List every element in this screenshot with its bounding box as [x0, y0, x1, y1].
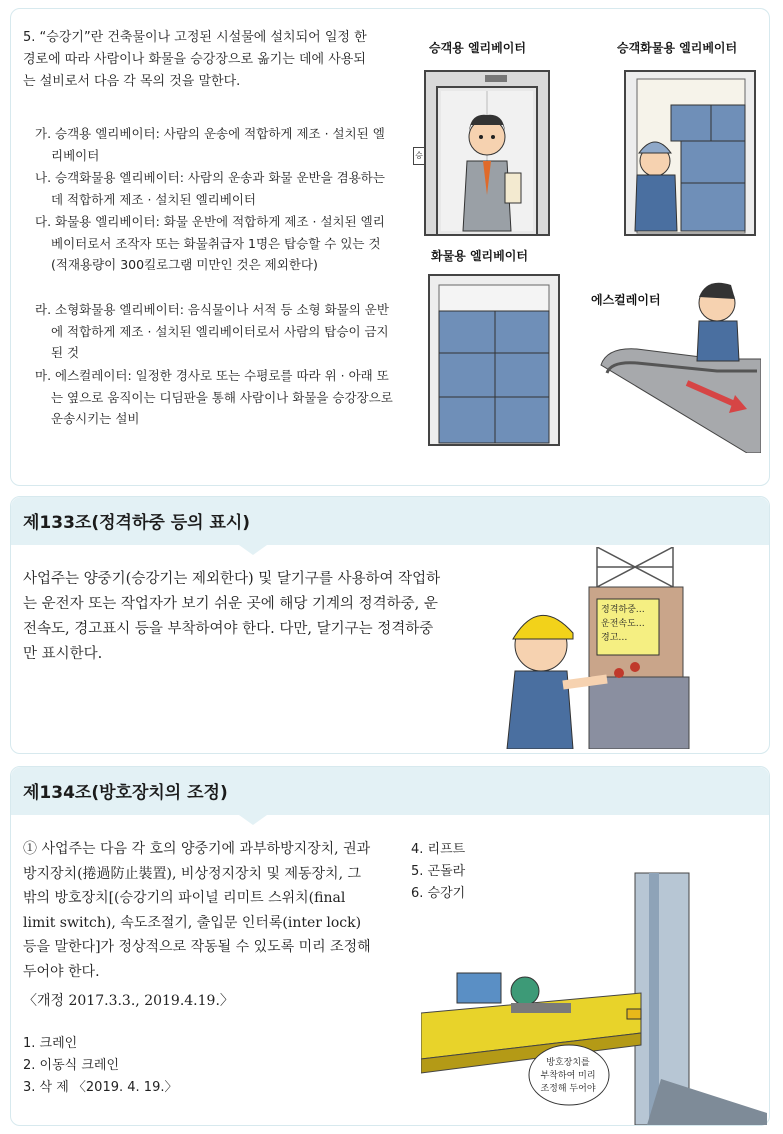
header-pointer — [239, 815, 267, 825]
door-sign: 승 — [413, 147, 425, 165]
label-passenger-freight-elevator: 승객화물용 엘리베이터 — [617, 41, 738, 55]
label-escalator: 에스컬레이터 — [591, 293, 661, 307]
article-133-card — [10, 496, 770, 754]
list-item: 2. 이동식 크레인 — [23, 1058, 120, 1073]
article-134-title: 제134조(방호장치의 조정) — [23, 783, 228, 803]
article-133-header — [11, 497, 769, 545]
bubble-line: 조정해 두어야 — [540, 1084, 596, 1094]
item-freight: 다. 화물용 엘리베이터: 화물 운반에 적합하게 제조 · 설치된 엘리베이터로서 조작자 또는 화물취급자 1명은 탑승할 수 있는 것(적재용량이 300킬로그램 미만인 것은 제외한다) — [35, 214, 385, 272]
header-pointer — [239, 545, 267, 555]
elevator-definition-card — [10, 8, 770, 486]
escalator-illustration — [597, 263, 761, 453]
passenger-elevator-illustration — [411, 65, 561, 241]
worker-control-panel-illustration — [503, 547, 693, 749]
list-item: 3. 삭 제 〈2019. 4. 19.〉 — [23, 1080, 178, 1095]
list-item: 1. 크레인 — [23, 1036, 78, 1051]
item-small-freight: 라. 소형화물용 엘리베이터: 음식물이나 서적 등 소형 화물의 운반에 적합하게 제조 · 설치된 엘리베이터로서 사람의 탑승이 금지된 것 — [35, 302, 389, 360]
item-passenger-freight: 나. 승객화물용 엘리베이터: 사람의 운송과 화물 운반을 겸용하는데 적합하게 제조 · 설치된 엘리베이터 — [35, 170, 385, 207]
article-133-title: 제133조(정격하중 등의 표시) — [23, 513, 251, 533]
definition-intro: 5. “승강기”란 건축물이나 고정된 시설물에 설치되어 일정 한 경로에 따라 사람이나 화물을 승강장으로 옮기는 데에 사용되는 설비로서 다음 각 목의 것을 말한다. — [23, 30, 367, 89]
label-freight-elevator: 화물용 엘리베이터 — [431, 249, 528, 263]
article-133-body: 사업주는 양중기(승강기는 제외한다) 및 달기구를 사용하여 작업하는 운전자 또는 작업자가 보기 쉬운 곳에 해당 기계의 정격하중, 운전속도, 경고표시 등을 부착하여야 한다. 다만, 달기구는 정격하중만 표시한다. — [23, 571, 441, 662]
bubble-line: 부착하여 미리 — [540, 1071, 596, 1081]
list-item: 6. 승강기 — [411, 886, 466, 901]
passenger-freight-elevator-illustration — [621, 65, 763, 241]
sign-line-warning: 경고… — [601, 633, 628, 643]
article-134-body: ① 사업주는 다음 각 호의 양중기에 과부하방지장치, 권과방지장치(捲過防止裝置), 비상정지장치 및 제동장치, 그 밖의 방호장치[(승강기의 파이널 리미트 스위치(final limit switch), 속도조절기, 출입문 인터록(inter lock) 등을 말한다]가 정상적으로 작동될 수 있도록 미리 조정해 두어야 한다. — [23, 841, 371, 980]
label-passenger-elevator: 승객용 엘리베이터 — [429, 41, 526, 55]
sign-line-rated-load: 정격하중… — [601, 605, 645, 615]
rating-sign-text — [601, 603, 659, 645]
speech-bubble-text — [533, 1057, 603, 1096]
article-134-header — [11, 767, 769, 815]
item-passenger: 가. 승객용 엘리베이터: 사람의 운송에 적합하게 제조 · 설치된 엘리베이터 — [35, 126, 385, 163]
bubble-line: 방호장치를 — [546, 1058, 590, 1068]
freight-elevator-illustration — [425, 271, 565, 449]
list-item: 4. 리프트 — [411, 842, 466, 857]
amendment-note: 〈개정 2017.3.3., 2019.4.19.〉 — [23, 993, 234, 1009]
item-escalator: 마. 에스컬레이터: 일정한 경사로 또는 수평로를 따라 위 · 아래 또는 옆으로 움직이는 디딤판을 통해 사람이나 화물을 승강장으로 운송시키는 설비 — [35, 368, 393, 426]
list-item: 5. 곤돌라 — [411, 864, 466, 879]
machine-list-left — [23, 1033, 177, 1099]
article-134-card — [10, 766, 770, 1126]
sign-line-speed: 운전속도… — [601, 619, 645, 629]
